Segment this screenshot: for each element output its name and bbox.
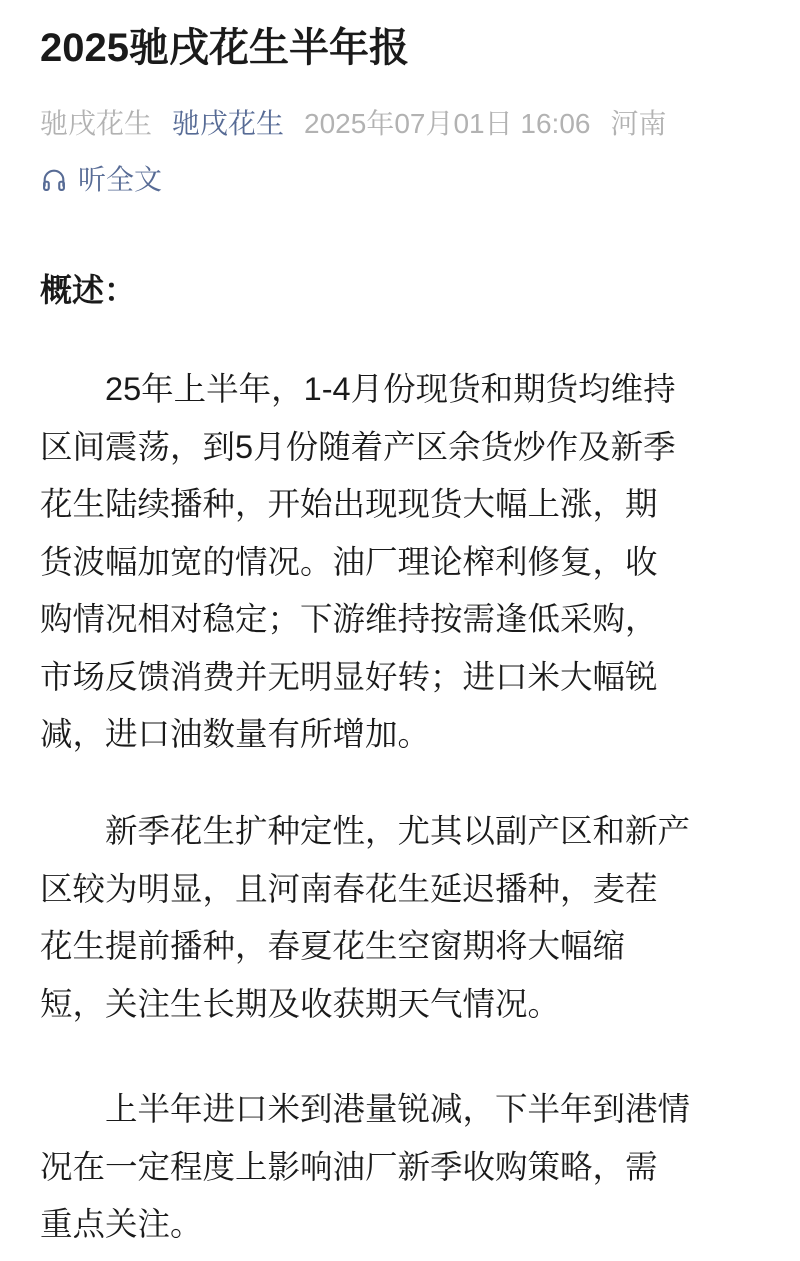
- article-meta: [40, 104, 686, 144]
- text-line: 25年上半年，1-4月份现货和期货均维持: [40, 371, 676, 407]
- text-line: 重点关注。: [40, 1206, 203, 1242]
- location: 河南: [610, 108, 667, 139]
- section-heading: 概述：: [40, 272, 137, 308]
- paragraph-2: [40, 803, 770, 1033]
- publish-datetime: 2025年07月01日 16:06: [304, 108, 591, 139]
- listen-label: 听全文: [78, 164, 163, 195]
- text-line: 市场反馈消费并无明显好转；进口米大幅锐: [40, 658, 658, 695]
- listen-full-text-button[interactable]: [40, 160, 162, 200]
- text-line: 区较为明显，且河南春花生延迟播种，麦茬: [40, 870, 658, 907]
- text-line: 区间震荡，到5月份随着产区余货炒作及新季: [40, 428, 676, 465]
- paragraph-1: [40, 361, 770, 764]
- text-line: 购情况相对稳定；下游维持按需逢低采购，: [40, 601, 658, 637]
- text-line: 减，进口油数量有所增加。: [40, 716, 431, 752]
- text-line: 上半年进口米到港量锐减，下半年到港情: [40, 1091, 691, 1127]
- account-name: 驰戌花生: [40, 108, 153, 139]
- text-line: 花生提前播种，春夏花生空窗期将大幅缩: [40, 928, 626, 964]
- paragraph-3: [40, 1081, 770, 1254]
- text-line: 货波幅加宽的情况。油厂理论榨利修复，收: [40, 543, 658, 580]
- text-line: 花生陆续播种，开始出现现货大幅上涨，期: [40, 486, 658, 522]
- text-line: 短，关注生长期及收获期天气情况。: [40, 985, 561, 1022]
- text-line: 新季花生扩种定性，尤其以副产区和新产: [40, 813, 691, 849]
- author-link[interactable]: 驰戌花生: [172, 108, 285, 139]
- text-line: 况在一定程度上影响油厂新季收购策略，需: [40, 1148, 658, 1185]
- headphones-icon: [40, 166, 68, 194]
- article-title: 2025驰戌花生半年报: [40, 26, 409, 70]
